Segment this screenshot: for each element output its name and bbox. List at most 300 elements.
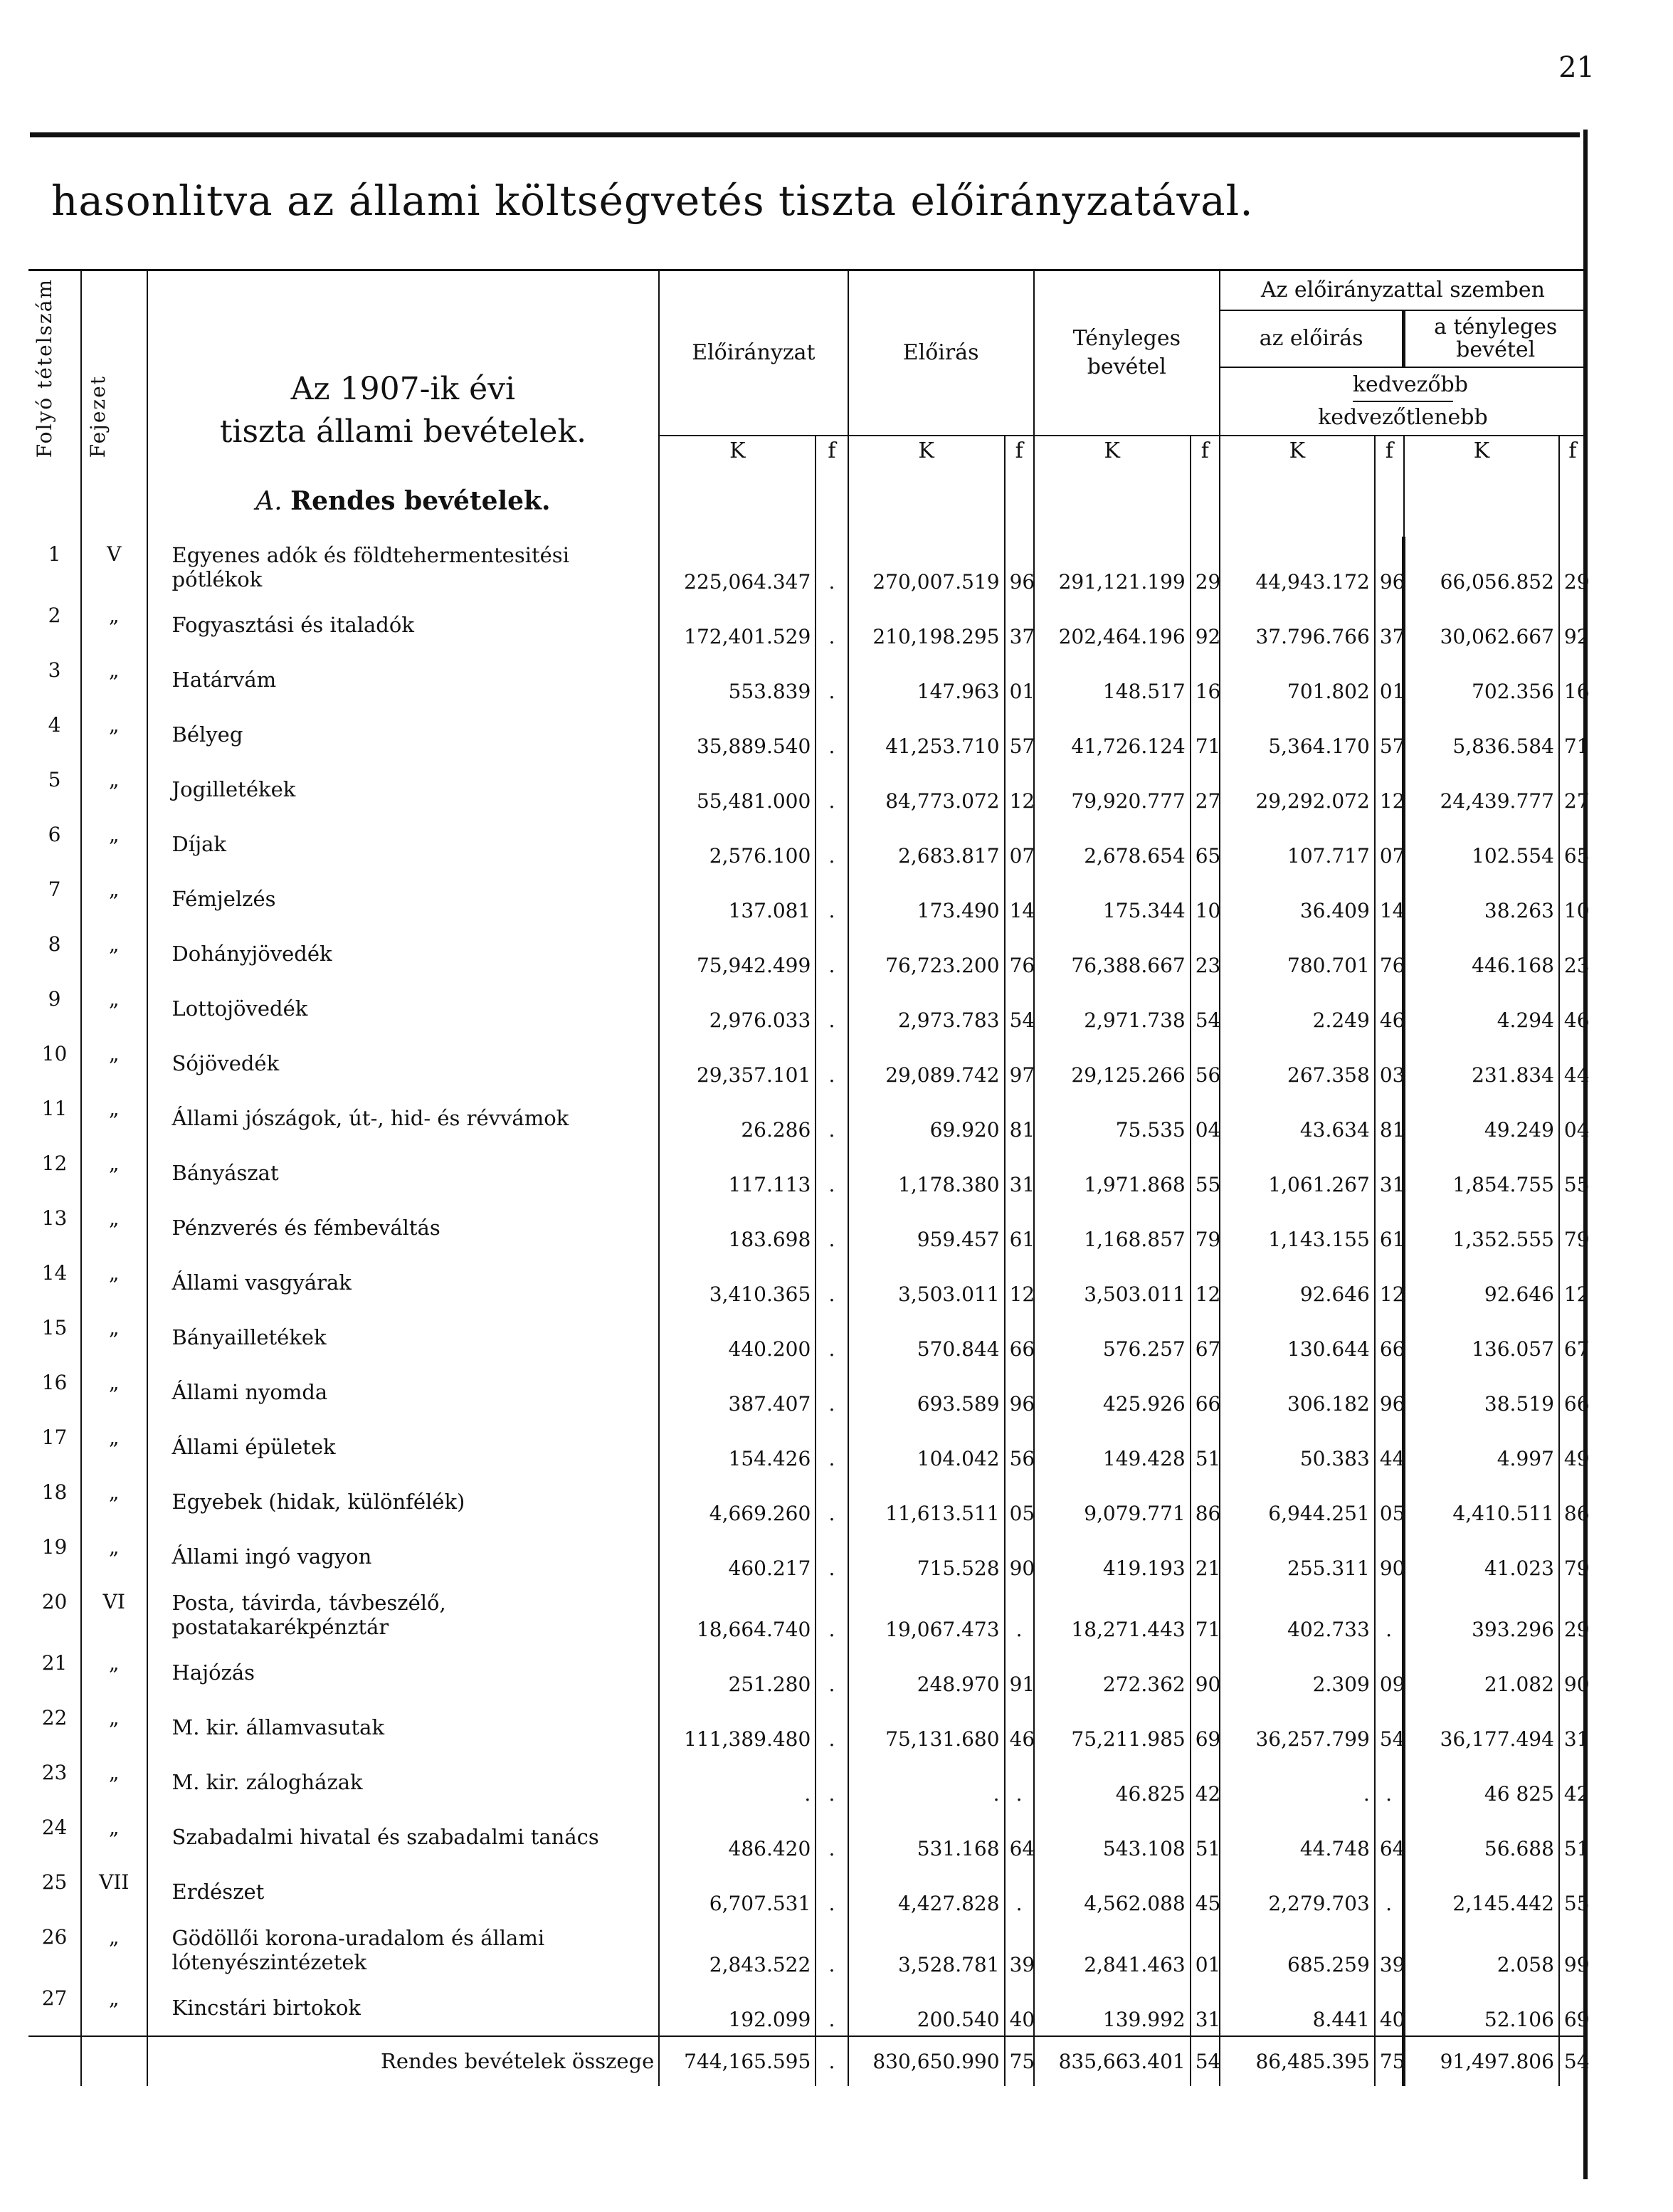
row-fejezet: „ xyxy=(81,1036,147,1091)
cell-e-k: 75,942.499 xyxy=(659,927,816,981)
total-a-k: 86,485.395 xyxy=(1220,2036,1375,2086)
cell-t-k: 202,464.196 xyxy=(1034,598,1191,653)
cell-r-k: 76,723.200 xyxy=(848,927,1005,981)
table-row xyxy=(28,927,1585,981)
cell-t-k: 41,726.124 xyxy=(1034,707,1191,762)
cell-a-f: 81 xyxy=(1375,1091,1404,1146)
row-number: 22 xyxy=(41,1705,68,1729)
cell-b-k: 30,062.667 xyxy=(1404,598,1559,653)
cell-e-k: 2,843.522 xyxy=(659,1919,816,1981)
cell-b-k: 4.997 xyxy=(1404,1420,1559,1475)
cell-t-f: 90 xyxy=(1191,1645,1220,1700)
row-fejezet: „ xyxy=(81,1919,147,1981)
row-description: Jogilletékek xyxy=(147,762,660,817)
cell-e-f: . xyxy=(816,1981,848,2036)
row-description: Állami vasgyárak xyxy=(147,1255,660,1310)
cell-b-k: 49.249 xyxy=(1404,1091,1559,1146)
cell-b-f: 29 xyxy=(1559,537,1585,598)
row-number: 10 xyxy=(41,1041,68,1065)
cell-b-k: 4,410.511 xyxy=(1404,1475,1559,1529)
cell-e-k: 55,481.000 xyxy=(659,762,816,817)
cell-r-f: 46 xyxy=(1005,1700,1034,1755)
cell-t-k: 2,678.654 xyxy=(1034,817,1191,872)
cell-a-k: 44,943.172 xyxy=(1220,537,1375,598)
table-row xyxy=(28,1475,1585,1529)
cell-r-k: 84,773.072 xyxy=(848,762,1005,817)
cell-e-k: 460.217 xyxy=(659,1529,816,1584)
cell-a-k: 8.441 xyxy=(1220,1981,1375,2036)
total-empty xyxy=(81,2036,147,2086)
cell-a-k: 107.717 xyxy=(1220,817,1375,872)
cell-t-k: 76,388.667 xyxy=(1034,927,1191,981)
row-number: 26 xyxy=(41,1924,68,1949)
cell-b-k: 2,145.442 xyxy=(1404,1865,1559,1919)
cell-b-f: 66 xyxy=(1559,1365,1585,1420)
cell-r-f: 76 xyxy=(1005,927,1034,981)
cell-r-f: . xyxy=(1005,1755,1034,1810)
cell-t-f: 51 xyxy=(1191,1420,1220,1475)
total-t-f: 54 xyxy=(1191,2036,1220,2086)
row-number: 20 xyxy=(41,1589,68,1613)
cell-r-k: 29,089.742 xyxy=(848,1036,1005,1091)
row-number: 1 xyxy=(48,542,61,566)
cell-e-f: . xyxy=(816,1475,848,1529)
cell-t-k: 9,079.771 xyxy=(1034,1475,1191,1529)
row-description: Bányailletékek xyxy=(147,1310,660,1365)
total-t-k: 835,663.401 xyxy=(1034,2036,1191,2086)
cell-t-f: 04 xyxy=(1191,1091,1220,1146)
table-row xyxy=(28,707,1585,762)
unit-k: K xyxy=(848,436,1005,465)
cell-b-f: 65 xyxy=(1559,817,1585,872)
unit-k: K xyxy=(1404,436,1559,465)
cell-a-f: 37 xyxy=(1375,598,1404,653)
cell-b-k: 41.023 xyxy=(1404,1529,1559,1584)
unit-f: f xyxy=(1375,436,1404,465)
cell-t-k: 46.825 xyxy=(1034,1755,1191,1810)
cell-r-f: 05 xyxy=(1005,1475,1034,1529)
row-description: Állami ingó vagyon xyxy=(147,1529,660,1584)
row-fejezet: „ xyxy=(81,1755,147,1810)
cell-a-f: 76 xyxy=(1375,927,1404,981)
cell-b-k: 5,836.584 xyxy=(1404,707,1559,762)
row-fejezet: „ xyxy=(81,598,147,653)
cell-e-f: . xyxy=(816,1201,848,1255)
cell-r-f: 12 xyxy=(1005,762,1034,817)
cell-e-k: 26.286 xyxy=(659,1091,816,1146)
cell-t-f: 86 xyxy=(1191,1475,1220,1529)
cell-t-k: 75.535 xyxy=(1034,1091,1191,1146)
row-fejezet: VII xyxy=(81,1865,147,1919)
cell-r-k: 200.540 xyxy=(848,1981,1005,2036)
cell-t-f: 92 xyxy=(1191,598,1220,653)
row-number: 16 xyxy=(41,1370,68,1394)
cell-r-k: 270,007.519 xyxy=(848,537,1005,598)
page-title: hasonlitva az állami költségvetés tiszta előirányzatával. xyxy=(51,177,1254,225)
desc-header-line2: tiszta állami bevételek. xyxy=(219,414,587,451)
kedvezotlenebb-label: kedvezőtlenebb xyxy=(1318,404,1488,430)
row-number: 19 xyxy=(41,1534,68,1559)
cell-a-k: 780.701 xyxy=(1220,927,1375,981)
cell-e-f: . xyxy=(816,1755,848,1810)
cell-t-k: 79,920.777 xyxy=(1034,762,1191,817)
cell-t-f: 31 xyxy=(1191,1981,1220,2036)
cell-e-f: . xyxy=(816,1146,848,1201)
table-row xyxy=(28,1810,1585,1865)
cell-e-f: . xyxy=(816,1919,848,1981)
cell-b-f: 79 xyxy=(1559,1529,1585,1584)
row-number: 13 xyxy=(41,1206,68,1230)
table-row xyxy=(28,1420,1585,1475)
cell-b-k: 24,439.777 xyxy=(1404,762,1559,817)
cell-t-f: 12 xyxy=(1191,1255,1220,1310)
cell-r-k: 210,198.295 xyxy=(848,598,1005,653)
cell-b-k: 92.646 xyxy=(1404,1255,1559,1310)
table-row xyxy=(28,1981,1585,2036)
cell-e-k: 111,389.480 xyxy=(659,1700,816,1755)
cell-r-k: 3,528.781 xyxy=(848,1919,1005,1981)
cell-r-k: 715.528 xyxy=(848,1529,1005,1584)
cell-a-f: 39 xyxy=(1375,1919,1404,1981)
cell-t-k: 148.517 xyxy=(1034,653,1191,707)
cell-r-f: 12 xyxy=(1005,1255,1034,1310)
cell-r-f: 31 xyxy=(1005,1146,1034,1201)
cell-t-f: 23 xyxy=(1191,927,1220,981)
cell-a-k: 685.259 xyxy=(1220,1919,1375,1981)
cell-b-k: 38.519 xyxy=(1404,1365,1559,1420)
cell-a-k: 6,944.251 xyxy=(1220,1475,1375,1529)
kedvezo-labels xyxy=(1220,367,1585,436)
row-fejezet: „ xyxy=(81,1310,147,1365)
row-fejezet: „ xyxy=(81,981,147,1036)
cell-r-f: 07 xyxy=(1005,817,1034,872)
cell-e-k: 2,576.100 xyxy=(659,817,816,872)
cell-r-k: 173.490 xyxy=(848,872,1005,927)
cell-t-k: 139.992 xyxy=(1034,1981,1191,2036)
cell-t-k: 29,125.266 xyxy=(1034,1036,1191,1091)
cell-b-k: 56.688 xyxy=(1404,1810,1559,1865)
col-fejezet xyxy=(81,270,147,465)
cell-b-k: 702.356 xyxy=(1404,653,1559,707)
total-e-f: . xyxy=(816,2036,848,2086)
row-fejezet: „ xyxy=(81,1700,147,1755)
row-description: Állami jószágok, út-, hid- és révvámok xyxy=(147,1091,660,1146)
cell-a-k: 5,364.170 xyxy=(1220,707,1375,762)
cell-b-k: 1,854.755 xyxy=(1404,1146,1559,1201)
cell-a-f: 31 xyxy=(1375,1146,1404,1201)
row-description: Egyebek (hidak, különfélék) xyxy=(147,1475,660,1529)
cell-a-k: 50.383 xyxy=(1220,1420,1375,1475)
cell-r-f: 91 xyxy=(1005,1645,1034,1700)
row-description: Bányászat xyxy=(147,1146,660,1201)
cell-t-f: 71 xyxy=(1191,707,1220,762)
cell-r-f: 37 xyxy=(1005,598,1034,653)
cell-r-k: 147.963 xyxy=(848,653,1005,707)
cell-b-f: 46 xyxy=(1559,981,1585,1036)
cell-b-f: 27 xyxy=(1559,762,1585,817)
row-description: Hajózás xyxy=(147,1645,660,1700)
cell-a-k: 36.409 xyxy=(1220,872,1375,927)
row-number: 7 xyxy=(48,877,61,901)
cell-a-f: 44 xyxy=(1375,1420,1404,1475)
cell-r-f: 97 xyxy=(1005,1036,1034,1091)
table-row xyxy=(28,1036,1585,1091)
cell-e-k: 2,976.033 xyxy=(659,981,816,1036)
table-row xyxy=(28,762,1585,817)
cell-a-f: 03 xyxy=(1375,1036,1404,1091)
cell-b-f: 12 xyxy=(1559,1255,1585,1310)
cell-r-f: 40 xyxy=(1005,1981,1034,2036)
row-fejezet: V xyxy=(81,537,147,598)
cell-b-f: 44 xyxy=(1559,1036,1585,1091)
table-header xyxy=(28,270,1585,465)
table-body xyxy=(28,465,1590,2086)
cell-a-k: . xyxy=(1220,1755,1375,1810)
cell-r-k: 3,503.011 xyxy=(848,1255,1005,1310)
cell-b-k: 446.168 xyxy=(1404,927,1559,981)
cell-e-f: . xyxy=(816,1310,848,1365)
cell-t-f: 67 xyxy=(1191,1310,1220,1365)
table-row xyxy=(28,1310,1585,1365)
row-description: Dohányjövedék xyxy=(147,927,660,981)
cell-t-k: 18,271.443 xyxy=(1034,1584,1191,1645)
row-number: 27 xyxy=(41,1986,68,2010)
group-title: Az előirányzattal szemben xyxy=(1260,277,1545,302)
row-description: Szabadalmi hivatal és szabadalmi tanács xyxy=(147,1810,660,1865)
cell-e-f: . xyxy=(816,817,848,872)
cell-e-f: . xyxy=(816,927,848,981)
total-e-k: 744,165.595 xyxy=(659,2036,816,2086)
cell-t-k: 2,841.463 xyxy=(1034,1919,1191,1981)
cell-a-f: 66 xyxy=(1375,1310,1404,1365)
cell-b-k: 46 825 xyxy=(1404,1755,1559,1810)
row-number: 18 xyxy=(41,1480,68,1504)
cell-b-k: 52.106 xyxy=(1404,1981,1559,2036)
cell-a-k: 402.733 xyxy=(1220,1584,1375,1645)
cell-a-k: 37.796.766 xyxy=(1220,598,1375,653)
table-row xyxy=(28,537,1585,598)
cell-e-f: . xyxy=(816,1365,848,1420)
row-number: 9 xyxy=(48,986,61,1011)
cell-e-k: 4,669.260 xyxy=(659,1475,816,1529)
cell-e-k: . xyxy=(659,1755,816,1810)
table-row xyxy=(28,1365,1585,1420)
cell-e-k: 440.200 xyxy=(659,1310,816,1365)
cell-t-f: 27 xyxy=(1191,762,1220,817)
total-a-f: 75 xyxy=(1375,2036,1404,2086)
row-description: Egyenes adók és földtehermentesitési pótlékok xyxy=(147,537,660,598)
cell-e-k: 137.081 xyxy=(659,872,816,927)
row-number: 8 xyxy=(48,932,61,956)
total-row xyxy=(28,2036,1585,2086)
cell-r-f: 81 xyxy=(1005,1091,1034,1146)
cell-b-f: 04 xyxy=(1559,1091,1585,1146)
col-folyo-label: Folyó tételszám xyxy=(33,278,56,458)
cell-a-k: 92.646 xyxy=(1220,1255,1375,1310)
cell-b-f: 23 xyxy=(1559,927,1585,981)
table-row xyxy=(28,1255,1585,1310)
cell-e-k: 183.698 xyxy=(659,1201,816,1255)
row-number: 4 xyxy=(48,712,61,737)
table-row xyxy=(28,872,1585,927)
row-description: Gödöllői korona-uradalom és állami lótenyészintézetek xyxy=(147,1919,660,1981)
cell-r-f: 96 xyxy=(1005,537,1034,598)
cell-t-k: 1,971.868 xyxy=(1034,1146,1191,1201)
cell-a-f: 14 xyxy=(1375,872,1404,927)
cell-r-f: 01 xyxy=(1005,653,1034,707)
col-fejezet-label: Fejezet xyxy=(86,375,110,458)
cell-a-f: 96 xyxy=(1375,537,1404,598)
cell-a-f: 07 xyxy=(1375,817,1404,872)
cell-t-k: 576.257 xyxy=(1034,1310,1191,1365)
cell-b-f: 90 xyxy=(1559,1645,1585,1700)
cell-a-f: . xyxy=(1375,1755,1404,1810)
cell-r-f: . xyxy=(1005,1584,1034,1645)
row-number: 17 xyxy=(41,1425,68,1449)
cell-a-f: 12 xyxy=(1375,1255,1404,1310)
total-b-k: 91,497.806 xyxy=(1404,2036,1559,2086)
cell-e-f: . xyxy=(816,1584,848,1645)
tenyleges-label-2: bevétel xyxy=(1087,354,1166,379)
table-row xyxy=(28,981,1585,1036)
cell-r-k: . xyxy=(848,1755,1005,1810)
cell-b-f: 79 xyxy=(1559,1201,1585,1255)
cell-r-k: 41,253.710 xyxy=(848,707,1005,762)
cell-a-k: 306.182 xyxy=(1220,1365,1375,1420)
cell-r-k: 1,178.380 xyxy=(848,1146,1005,1201)
row-description: Lottojövedék xyxy=(147,981,660,1036)
cell-a-k: 43.634 xyxy=(1220,1091,1375,1146)
cell-b-k: 36,177.494 xyxy=(1404,1700,1559,1755)
row-description: Kincstári birtokok xyxy=(147,1981,660,2036)
cell-e-k: 387.407 xyxy=(659,1365,816,1420)
cell-e-f: . xyxy=(816,1255,848,1310)
table-row xyxy=(28,653,1585,707)
cell-b-f: 55 xyxy=(1559,1146,1585,1201)
cell-r-f: 61 xyxy=(1005,1201,1034,1255)
row-description: Posta, távirda, távbeszélő, postatakarékpénztár xyxy=(147,1584,660,1645)
eloiras-label: Előirás xyxy=(902,339,979,365)
revenue-table xyxy=(28,269,1590,2086)
cell-e-k: 3,410.365 xyxy=(659,1255,816,1310)
cell-t-k: 543.108 xyxy=(1034,1810,1191,1865)
section-row xyxy=(28,465,1585,537)
cell-a-k: 130.644 xyxy=(1220,1310,1375,1365)
cell-r-f: 54 xyxy=(1005,981,1034,1036)
cell-t-k: 175.344 xyxy=(1034,872,1191,927)
desc-header-line1: Az 1907-ik évi xyxy=(290,371,516,408)
cell-e-k: 29,357.101 xyxy=(659,1036,816,1091)
cell-r-k: 11,613.511 xyxy=(848,1475,1005,1529)
cell-t-f: 55 xyxy=(1191,1146,1220,1201)
cell-t-k: 1,168.857 xyxy=(1034,1201,1191,1255)
table-row xyxy=(28,1700,1585,1755)
unit-f: f xyxy=(1559,436,1585,465)
cell-t-f: 29 xyxy=(1191,537,1220,598)
cell-a-f: 46 xyxy=(1375,981,1404,1036)
cell-a-k: 44.748 xyxy=(1220,1810,1375,1865)
row-fejezet: „ xyxy=(81,872,147,927)
cell-e-f: . xyxy=(816,1036,848,1091)
sub-tenyleges xyxy=(1404,310,1585,367)
cell-r-f: . xyxy=(1005,1865,1034,1919)
row-number: 6 xyxy=(48,822,61,846)
section-title xyxy=(147,465,660,537)
cell-a-f: 64 xyxy=(1375,1810,1404,1865)
cell-a-f: 57 xyxy=(1375,707,1404,762)
row-fejezet: „ xyxy=(81,707,147,762)
cell-b-k: 102.554 xyxy=(1404,817,1559,872)
cell-r-k: 693.589 xyxy=(848,1365,1005,1420)
cell-b-f: 92 xyxy=(1559,598,1585,653)
col-eloiras xyxy=(848,270,1034,436)
cell-t-k: 291,121.199 xyxy=(1034,537,1191,598)
row-fejezet: „ xyxy=(81,1146,147,1201)
cell-r-k: 4,427.828 xyxy=(848,1865,1005,1919)
cell-a-f: 01 xyxy=(1375,653,1404,707)
cell-e-k: 251.280 xyxy=(659,1645,816,1700)
col-eloiranyzat xyxy=(659,270,848,436)
row-fejezet: „ xyxy=(81,1810,147,1865)
cell-b-k: 21.082 xyxy=(1404,1645,1559,1700)
cell-e-k: 553.839 xyxy=(659,653,816,707)
section-prefix: A. xyxy=(255,486,283,516)
cell-r-k: 531.168 xyxy=(848,1810,1005,1865)
cell-e-k: 225,064.347 xyxy=(659,537,816,598)
cell-t-f: 56 xyxy=(1191,1036,1220,1091)
cell-r-f: 56 xyxy=(1005,1420,1034,1475)
cell-t-k: 75,211.985 xyxy=(1034,1700,1191,1755)
cell-t-k: 272.362 xyxy=(1034,1645,1191,1700)
col-folyo-tetelszam xyxy=(28,270,81,465)
cell-b-f: 42 xyxy=(1559,1755,1585,1810)
cell-e-f: . xyxy=(816,537,848,598)
row-number: 11 xyxy=(41,1096,68,1120)
unit-k: K xyxy=(1220,436,1375,465)
row-number: 23 xyxy=(41,1760,68,1784)
cell-e-f: . xyxy=(816,762,848,817)
cell-b-f: 55 xyxy=(1559,1865,1585,1919)
cell-b-f: 67 xyxy=(1559,1310,1585,1365)
cell-r-k: 19,067.473 xyxy=(848,1584,1005,1645)
cell-a-k: 255.311 xyxy=(1220,1529,1375,1584)
cell-r-f: 39 xyxy=(1005,1919,1034,1981)
unit-f: f xyxy=(1005,436,1034,465)
group-header xyxy=(1220,270,1585,310)
cell-a-f: 96 xyxy=(1375,1365,1404,1420)
cell-b-k: 38.263 xyxy=(1404,872,1559,927)
cell-e-f: . xyxy=(816,653,848,707)
cell-a-f: . xyxy=(1375,1584,1404,1645)
cell-t-f: 42 xyxy=(1191,1755,1220,1810)
cell-e-f: . xyxy=(816,1645,848,1700)
table-row xyxy=(28,1091,1585,1146)
cell-r-k: 69.920 xyxy=(848,1091,1005,1146)
cell-t-k: 4,562.088 xyxy=(1034,1865,1191,1919)
tenyleges-label-1: Tényleges xyxy=(1072,325,1181,351)
cell-t-f: 65 xyxy=(1191,817,1220,872)
cell-b-k: 393.296 xyxy=(1404,1584,1559,1645)
col-tenyleges xyxy=(1034,270,1220,436)
cell-a-f: 40 xyxy=(1375,1981,1404,2036)
unit-k: K xyxy=(1034,436,1191,465)
row-number: 25 xyxy=(41,1870,68,1894)
row-description: Erdészet xyxy=(147,1865,660,1919)
cell-e-k: 18,664.740 xyxy=(659,1584,816,1645)
cell-r-k: 2,683.817 xyxy=(848,817,1005,872)
cell-e-f: . xyxy=(816,1700,848,1755)
row-number: 24 xyxy=(41,1815,68,1839)
